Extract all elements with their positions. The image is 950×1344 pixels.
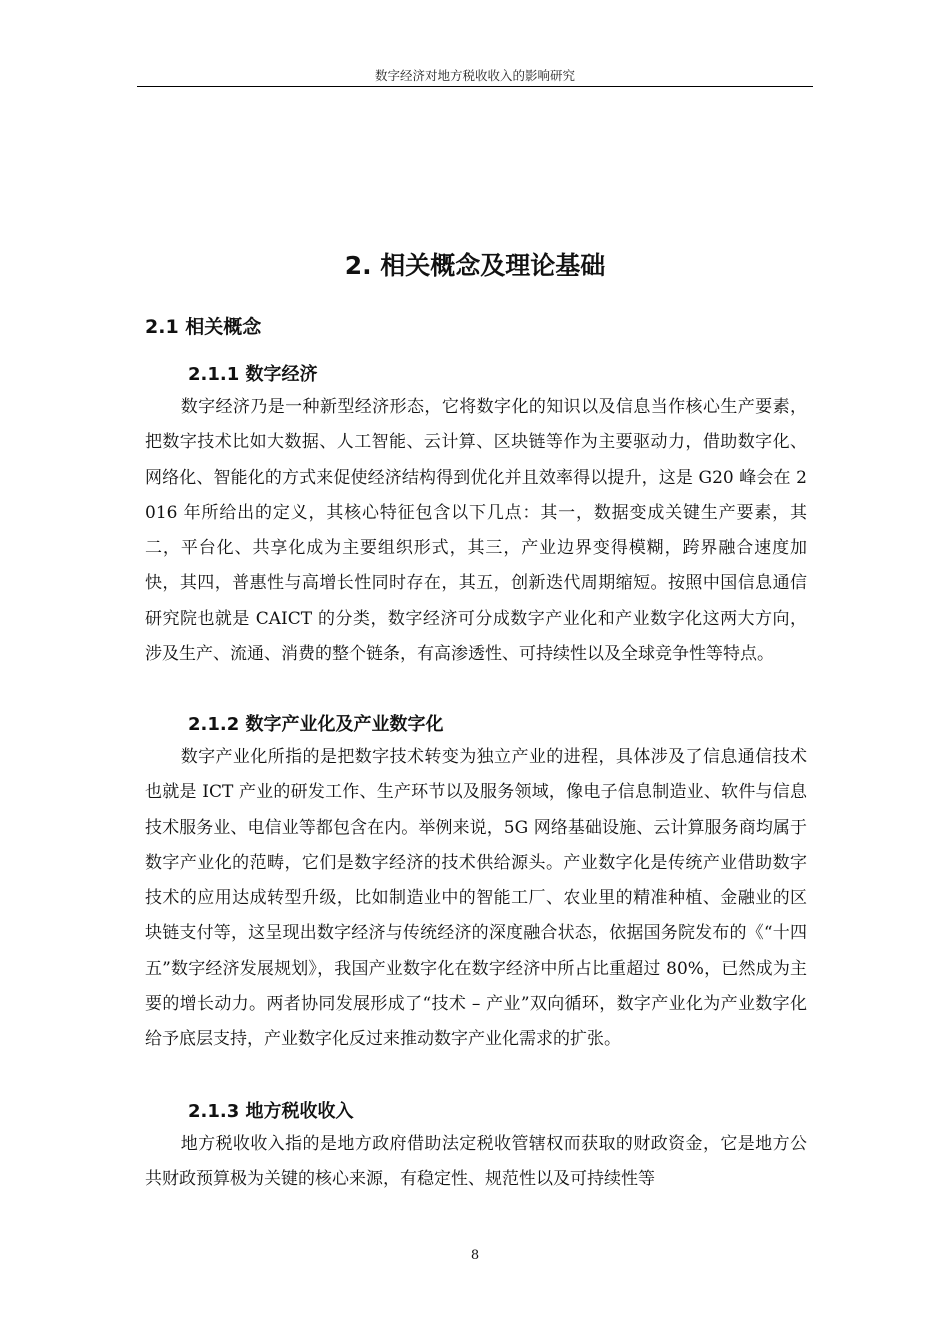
chapter-title: 2. 相关概念及理论基础 <box>344 251 606 280</box>
running-header: 数字经济对地方税收收入的影响研究 <box>374 68 575 83</box>
page-number: 8 <box>470 1248 480 1263</box>
section-heading-2-1: 2.1 相关概念 <box>145 316 262 338</box>
subsection-heading-2-1-3: 2.1.3 地方税收收入 <box>188 1101 354 1122</box>
paragraph-local-tax-revenue: 地方税收收入指的是地方政府借助法定税收管辖权而获取的财政资金，它是地方公共财政预算极为关键的核心来源，有稳定性、规范性以及可持续性等 <box>145 1134 807 1190</box>
subsection-heading-2-1-1: 2.1.1 数字经济 <box>188 364 318 385</box>
paragraph-digital-economy: 数字经济乃是一种新型经济形态，它将数字化的知识以及信息当作核心生产要素，把数字技术比如大数据、人工智能、云计算、区块链等作为主要驱动力，借助数字化、网络化、智能化的方式来促使经济结构得到优化并且效率得以提升，这是 G20 峰会在 2016 年所给出的定义，其核心特征包含以下几点：其一，数据变成关键生产要素，其二，平台化、共享化成为主要组织形式，其三，产业边界变得模糊，跨界融合速度加快，其四，普惠性与高增长性同时存在，其五，创新迭代周期缩短。按照中国信息通信研究院也就是 CAICT 的分类，数字经济可分成数字产业化和产业数字化这两大方向，涉及生产、流通、消费的整个链条，有高渗透性、可持续性以及全球竞争性等特点。 <box>145 397 807 665</box>
header-divider <box>137 86 813 87</box>
paragraph-digital-industrialization: 数字产业化所指的是把数字技术转变为独立产业的进程，具体涉及了信息通信技术也就是 ICT 产业的研发工作、生产环节以及服务领域，像电子信息制造业、软件与信息技术服务业、电信业等都包含在内。举例来说，5G 网络基础设施、云计算服务商均属于数字产业化的范畴，它们是数字经济的技术供给源头。产业数字化是传统产业借助数字技术的应用达成转型升级，比如制造业中的智能工厂、农业里的精准种植、金融业的区块链支付等，这呈现出数字经济与传统经济的深度融合状态，依据国务院发布的《“十四五”数字经济发展规划》，我国产业数字化在数字经济中所占比重超过 80%，已然成为主要的增长动力。两者协同发展形成了“技术 – 产业”双向循环，数字产业化为产业数字化给予底层支持，产业数字化反过来推动数字产业化需求的扩张。 <box>145 747 807 1050</box>
subsection-heading-2-1-2: 2.1.2 数字产业化及产业数字化 <box>188 714 444 735</box>
